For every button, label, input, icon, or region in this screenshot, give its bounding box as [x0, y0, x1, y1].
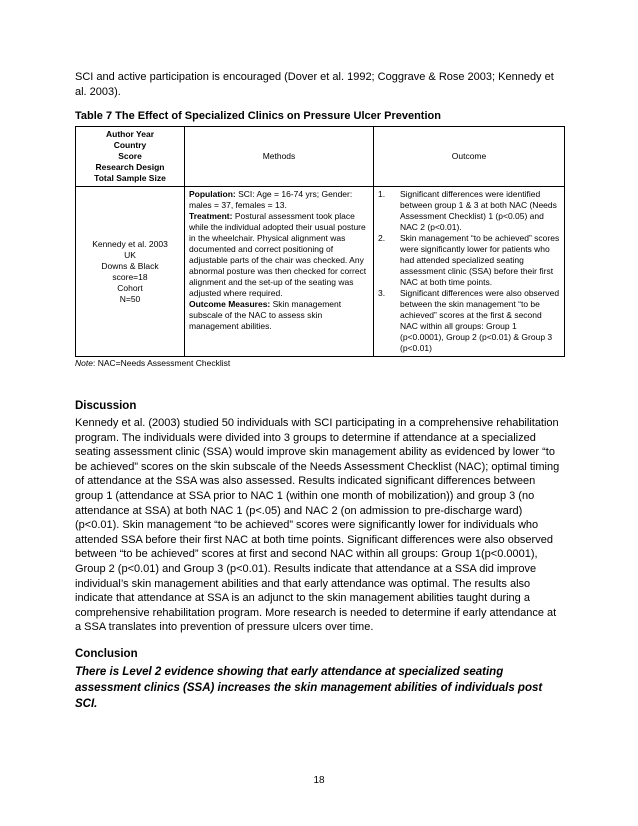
discussion-heading: Discussion — [75, 400, 137, 412]
header-outcome: Outcome — [374, 127, 565, 187]
document-page — [75, 70, 565, 712]
discussion-paragraph: Kennedy et al. (2003) studied 50 individuals with SCI participating in a comprehensive rehabilitation program. The individuals were divided into 3 groups to determine if attendance at a specialized seating assessment clinic (SSA) would improve skin management ability as evidenced by lower “to be achieved” scores on the skin subscale of the Needs Assessment Checklist (NAC); optimal timing of attendance at the SSA was also assessed. Results indicated significant differences between group 1 (attendance at SSA prior to NAC 1 (within one month of mobilization)) and group 3 (no attendance at SSA) at both NAC 1 (p<.05) and NAC 2 (on admission to pre-discharge ward) (p<0.01). Skin management “to be achieved” scores were significantly lower for individuals who attended SSA before their first NAC at both time points. Significant differences were also observed between “to be achieved” scores at first and second NAC within all groups: Group 1(p<0.0001), Group 2 (p<0.01) and Group 3 (p<0.01). Results indicate that attendance at a SSA did improve individual’s skin management abilities and that early attendance was optimal. The results also indicate that attendance at SSA is an adjunct to the skin management abilities taught during a comprehensive rehabilitation program. More research is needed to determine if early attendance at a SSA translates into prevention of pressure ulcers over time. — [75, 417, 560, 634]
conclusion-paragraph: There is Level 2 evidence showing that early attendance at specialized seating assessment clinics (SSA) increases the skin management abilities of individuals post SCI. — [75, 665, 543, 710]
outcome-list — [378, 189, 560, 354]
evidence-table — [75, 126, 565, 357]
list-item: 3. Significant differences were also observed between the skin management “to be achieved” scores at the first & second NAC within all groups: Group 1 (p<0.0001), Group 2 (p<0.01) & Group 3 (p<0.01) — [378, 288, 560, 353]
header-methods: Methods — [185, 127, 374, 187]
methods-outcome-measures: Outcome Measures: Skin management subscale of the NAC to assess skin management abilities. — [189, 299, 342, 331]
study-sample-size: N=50 — [119, 293, 141, 304]
study-author-year: Kennedy et al. 2003 — [92, 238, 168, 249]
conclusion-heading: Conclusion — [75, 647, 138, 660]
table-title: Table 7 The Effect of Specialized Clinics on Pressure Ulcer Prevention — [75, 110, 441, 122]
list-item: 2. Skin management “to be achieved” scores were significantly lower for patients who had attended specialized seating assessment clinic (SSA) before their first NAC at both time points. — [378, 233, 560, 287]
study-cell — [76, 187, 185, 357]
page-number: 18 — [313, 775, 325, 786]
methods-treatment: Treatment: Postural assessment took place while the individual adopted their usual posture in the wheelchair. Physical alignment was documented and correct positioning of adjustable parts of the chair was checked. Any abnormal posture was then checked for correct alignment and the set-up of the seating was adjusted where required. — [189, 211, 367, 298]
study-design: Cohort — [117, 282, 143, 293]
table-row — [76, 187, 565, 357]
study-score-label: Downs & Black — [101, 260, 159, 271]
outcome-cell — [374, 187, 565, 357]
list-item: 1. Significant differences were identified between group 1 & 3 at both NAC (Needs Assessment Checklist) 1 (p<0.05) and NAC 2 (p<0.01). — [378, 189, 557, 232]
study-score: score=18 — [112, 271, 148, 282]
methods-population: Population: SCI: Age = 16-74 yrs; Gender: males = 37, females = 13. — [189, 189, 353, 210]
methods-cell — [185, 187, 374, 357]
intro-paragraph: SCI and active participation is encouraged (Dover et al. 1992; Coggrave & Rose 2003; Kennedy et al. 2003). — [75, 71, 554, 98]
table-note: Note: NAC=Needs Assessment Checklist — [75, 358, 231, 368]
table-header-row — [76, 127, 565, 187]
header-study-info: Author Year Country Score Research Design Total Sample Size — [76, 127, 185, 187]
study-country: UK — [124, 249, 136, 260]
